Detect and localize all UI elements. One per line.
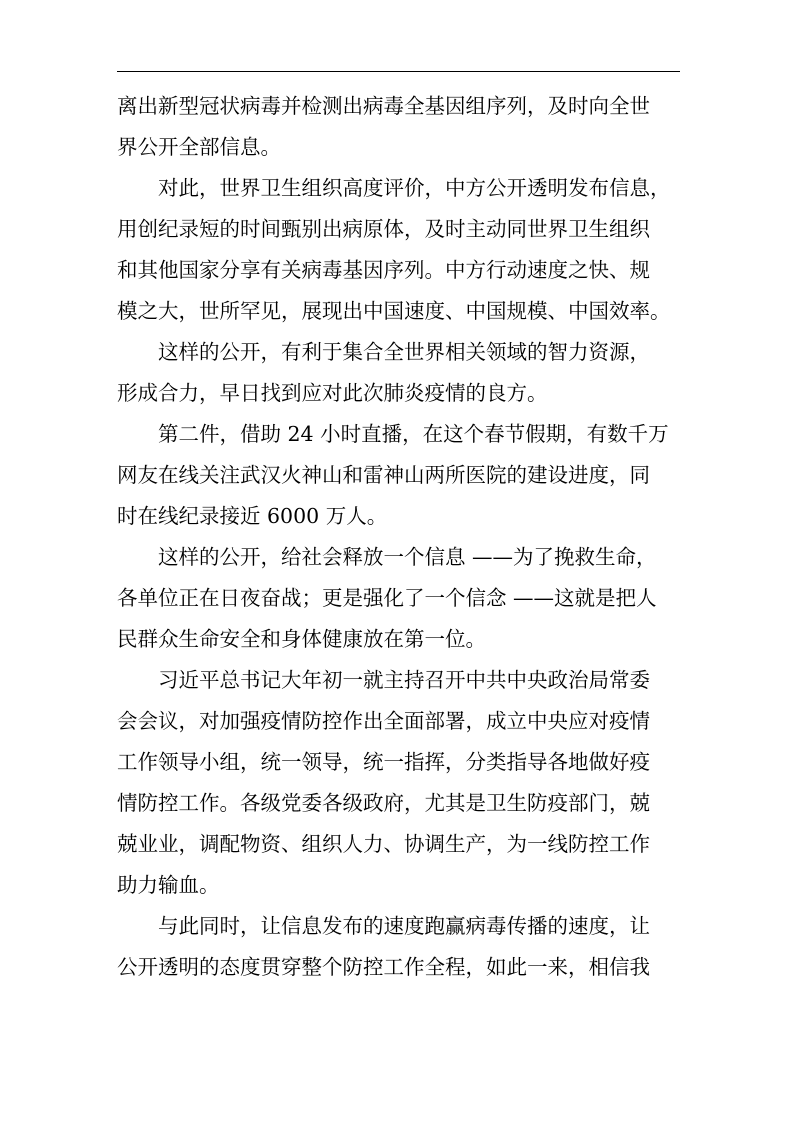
text-line: 这样的公开，有利于集合全世界相关领域的智力资源，	[158, 340, 650, 364]
text-line: 工作领导小组，统一领导，统一指挥，分类指导各地做好疫	[117, 750, 650, 774]
text-line: 助力输血。	[117, 873, 220, 897]
text-line: 离出新型冠状病毒并检测出病毒全基因组序列，及时向全世	[117, 94, 650, 118]
text-line: 公开透明的态度贯穿整个防控工作全程，如此一来，相信我	[117, 955, 650, 979]
document-body	[117, 86, 687, 988]
text-line: 习近平总书记大年初一就主持召开中共中央政治局常委	[158, 668, 650, 692]
text-line: 时在线纪录接近 6000 万人。	[117, 504, 388, 528]
text-line: 兢业业，调配物资、组织人力、协调生产，为一线防控工作	[117, 832, 650, 856]
text-line: 模之大，世所罕见，展现出中国速度、中国规模、中国效率。	[117, 299, 671, 323]
text-line: 界公开全部信息。	[117, 135, 281, 159]
text-line: 民群众生命安全和身体健康放在第一位。	[117, 627, 486, 651]
text-line: 这样的公开，给社会释放一个信息 ——为了挽救生命，	[158, 545, 657, 569]
text-line: 会会议，对加强疫情防控作出全面部署，成立中央应对疫情	[117, 709, 650, 733]
text-line: 情防控工作。各级党委各级政府，尤其是卫生防疫部门，兢	[117, 791, 650, 815]
text-line: 用创纪录短的时间甄别出病原体，及时主动同世界卫生组织	[117, 217, 650, 241]
header-rule	[117, 71, 680, 72]
text-line: 与此同时，让信息发布的速度跑赢病毒传播的速度，让	[158, 914, 650, 938]
text-line: 网友在线关注武汉火神山和雷神山两所医院的建设进度，同	[117, 463, 650, 487]
text-line: 和其他国家分享有关病毒基因序列。中方行动速度之快、规	[117, 258, 650, 282]
text-line: 各单位正在日夜奋战；更是强化了一个信念 ——这就是把人	[117, 586, 657, 610]
text-line: 第二件，借助 24 小时直播，在这个春节假期，有数千万	[158, 422, 669, 446]
text-line: 形成合力，早日找到应对此次肺炎疫情的良方。	[117, 381, 548, 405]
text-line: 对此，世界卫生组织高度评价，中方公开透明发布信息，	[158, 176, 671, 200]
